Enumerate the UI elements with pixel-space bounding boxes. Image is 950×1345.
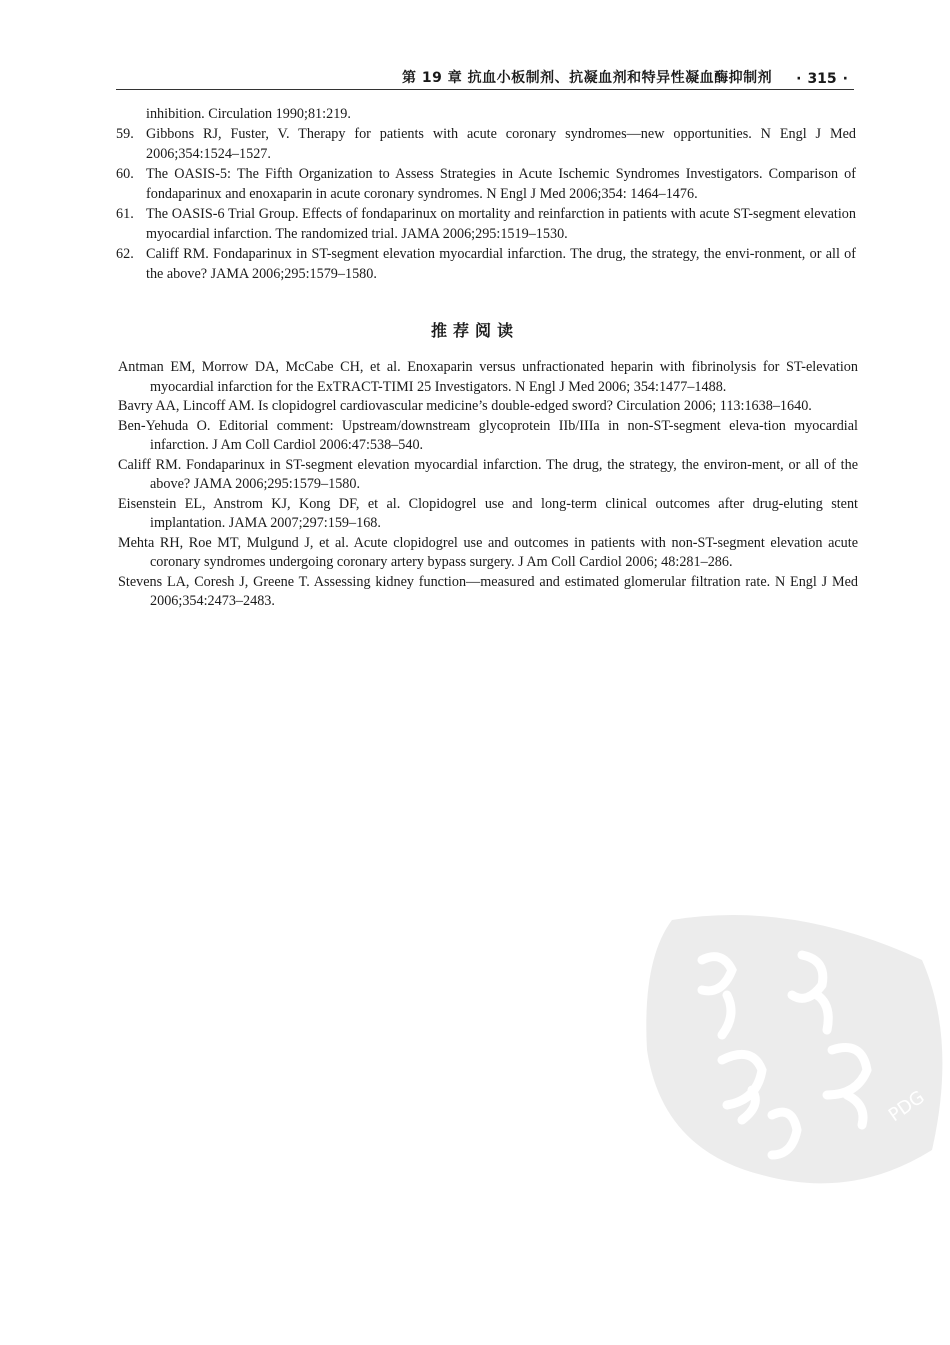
page-number: 315 [807, 71, 837, 87]
reference-item: inhibition. Circulation 1990;81:219. [146, 106, 351, 122]
reading-item: Mehta RH, Roe MT, Mulgund J, et al. Acute clopidogrel use and outcomes in patients with non-ST-segment elevation acute coronary syndromes undergoing coronary artery bypass surgery. J Am Coll Cardiol 2006; 48:281–286. [118, 534, 858, 570]
reading-item: Califf RM. Fondaparinux in ST-segment elevation myocardial infarction. The drug, the strategy, the environ-ment, or all of the above? JAMA 2006;295:1579–1580. [118, 456, 858, 492]
reference-number: 60. [116, 166, 134, 182]
reference-item [116, 164, 856, 204]
reference-number: 61. [116, 206, 134, 222]
reading-item: Eisenstein EL, Anstrom KJ, Kong DF, et al. Clopidogrel use and long-term clinical outcomes after drug-eluting stent implantation. JAMA 2007;297:159–168. [118, 495, 858, 531]
recommended-reading-list [118, 358, 858, 612]
reading-item: Antman EM, Morrow DA, McCabe CH, et al. Enoxaparin versus unfractionated heparin with fibrinolysis for ST-elevation myocardial infarction for the ExTRACT-TIMI 25 Investigators. N Engl J Med 2006; 354:1477–1488. [118, 359, 858, 395]
reading-item: Stevens LA, Coresh J, Greene T. Assessing kidney function—measured and estimated glomerular filtration rate. N Engl J Med 2006;354:2473–2483. [118, 573, 858, 609]
reference-item [116, 204, 856, 244]
running-header: 第 19 章 抗血小板制剂、抗凝血剂和特异性凝血酶抑制剂 · 315 · [116, 64, 854, 90]
watermark-label: PDG [884, 1086, 929, 1127]
reference-list [116, 104, 856, 284]
reading-item: Ben-Yehuda O. Editorial comment: Upstream/downstream glycoprotein IIb/IIIa in non-ST-segment eleva-tion myocardial infarction. J Am Coll Cardiol 2006:47:538–540. [118, 417, 858, 453]
reference-number: 59. [116, 126, 134, 142]
reference-text: The OASIS-5: The Fifth Organization to Assess Strategies in Acute Ischemic Syndromes Investigators. Comparison of fondaparinux and enoxaparin in acute coronary syndromes. N Engl J Med 2006;354: 1464–1476. [146, 166, 856, 202]
reference-text: The OASIS-6 Trial Group. Effects of fondaparinux on mortality and reinfarction in patients with acute ST-segment elevation myocardial infarction. The randomized trial. JAMA 2006;295:1519–1530. [146, 206, 856, 242]
reference-item [116, 124, 856, 164]
recommended-reading-heading: 推荐阅读 [430, 321, 519, 340]
reference-text: Gibbons RJ, Fuster, V. Therapy for patients with acute coronary syndromes—new opportunities. N Engl J Med 2006;354:1524–1527. [146, 126, 856, 162]
reference-number: 62. [116, 246, 134, 262]
watermark-seal-icon [632, 900, 950, 1200]
reading-item: Bavry AA, Lincoff AM. Is clopidogrel cardiovascular medicine’s double-edged sword? Circulation 2006; 113:1638–1640. [118, 398, 812, 414]
reference-text: Califf RM. Fondaparinux in ST-segment elevation myocardial infarction. The drug, the strategy, the envi-ronment, or all of the above? JAMA 2006;295:1579–1580. [146, 246, 856, 282]
chapter-title: 第 19 章 抗血小板制剂、抗凝血剂和特异性凝血酶抑制剂 [402, 70, 773, 86]
reference-item [116, 244, 856, 284]
